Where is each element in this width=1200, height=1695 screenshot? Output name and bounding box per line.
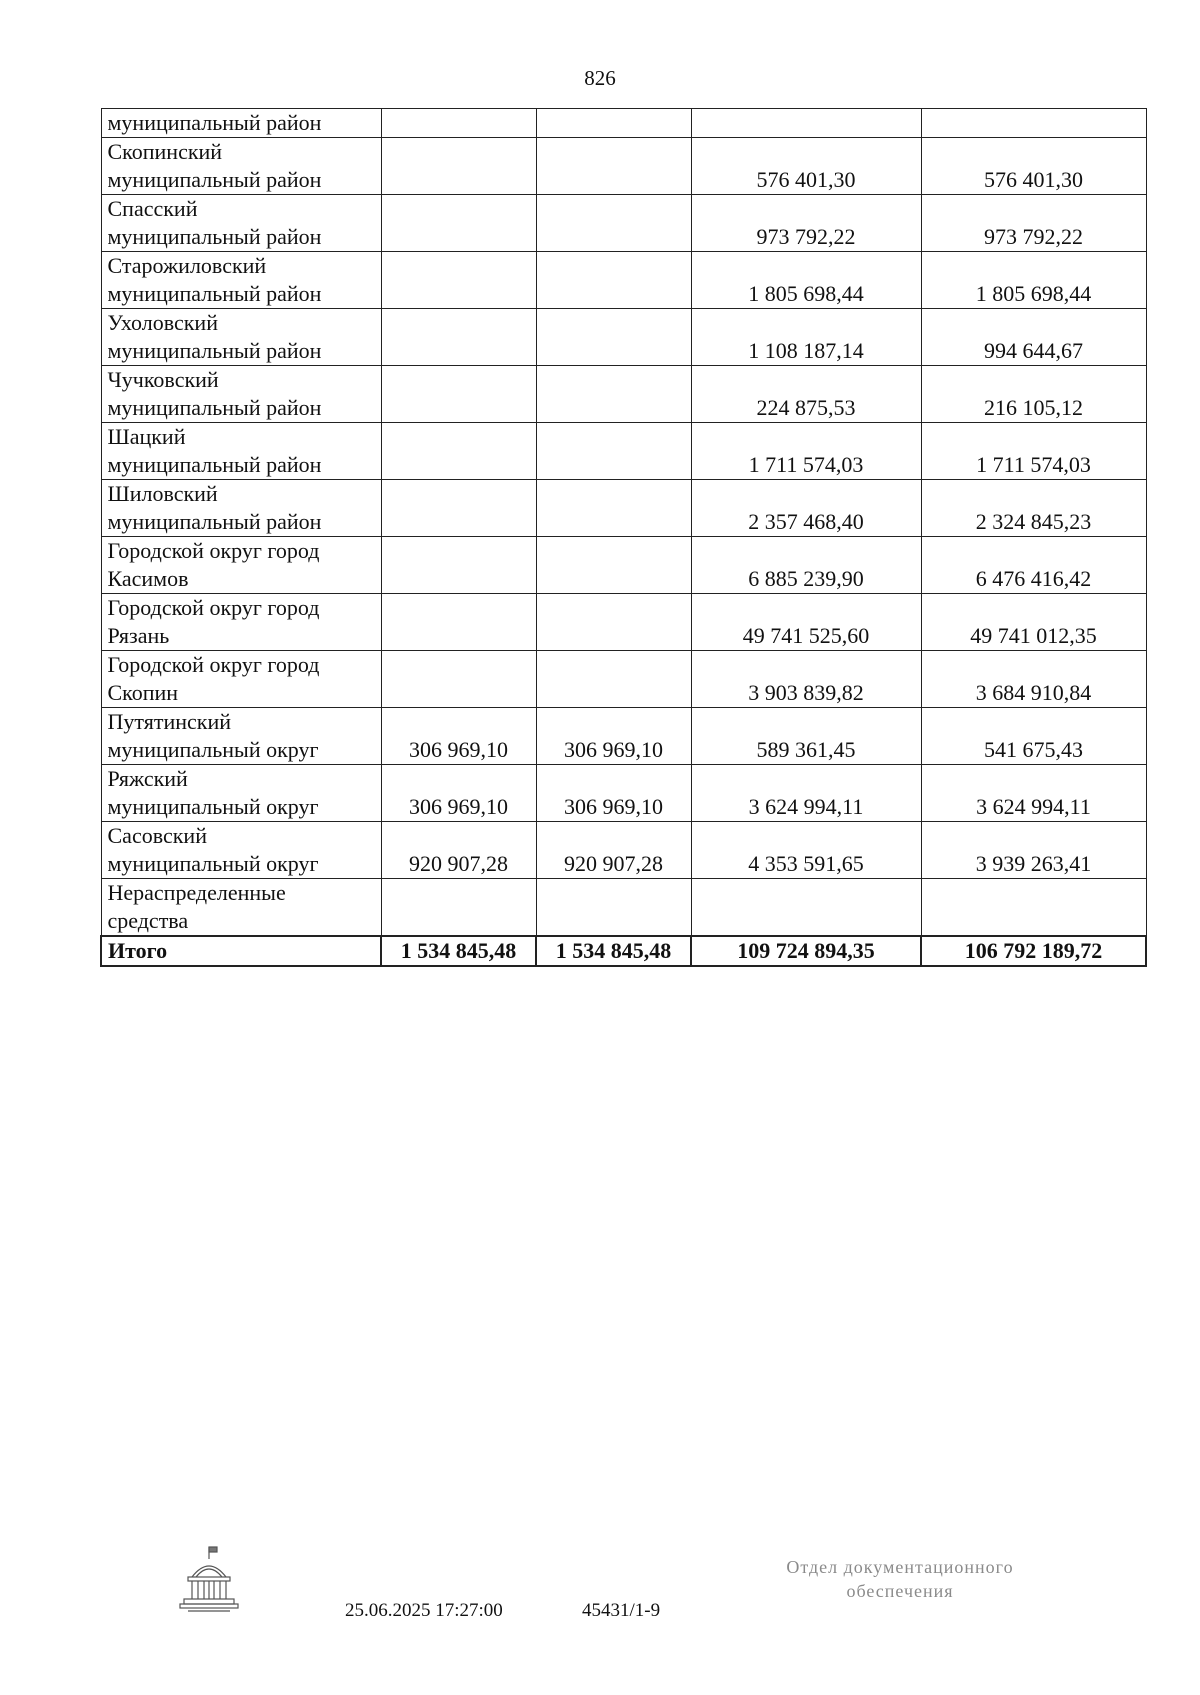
table-row <box>101 537 1146 594</box>
municipality-name-line: Городской округ город <box>107 652 320 677</box>
amount-cell-c1 <box>381 651 536 708</box>
amount-cell-c4: 994 644,67 <box>921 309 1146 366</box>
municipality-name-line: Шацкий <box>107 424 186 449</box>
municipality-name-line: Городской округ город <box>107 595 320 620</box>
total-label: Итого <box>101 936 381 966</box>
municipality-name-cell <box>101 822 381 879</box>
duma-building-stamp-icon <box>178 1545 240 1615</box>
municipality-name-cell <box>101 195 381 252</box>
municipality-name-line: Ряжский <box>107 766 188 791</box>
amount-cell-c3: 4 353 591,65 <box>691 822 921 879</box>
amount-cell-c4: 1 805 698,44 <box>921 252 1146 309</box>
municipality-name-line: средства <box>107 908 189 933</box>
amount-cell-c2 <box>536 366 691 423</box>
table-row <box>101 651 1146 708</box>
amount-cell-c2 <box>536 252 691 309</box>
amount-cell-c4: 1 711 574,03 <box>921 423 1146 480</box>
municipality-name-cell <box>101 708 381 765</box>
municipality-name-line: муниципальный округ <box>107 737 319 762</box>
municipality-name-line: муниципальный округ <box>107 851 319 876</box>
amount-cell-c2 <box>536 195 691 252</box>
municipality-name-cell <box>101 366 381 423</box>
amount-cell-c4: 3 684 910,84 <box>921 651 1146 708</box>
amount-cell-c2 <box>536 879 691 937</box>
municipality-name-line: Шиловский <box>107 481 218 506</box>
municipality-name-line: Нераспределенные <box>107 880 286 905</box>
municipality-name-line: муниципальный район <box>107 338 322 363</box>
table-row <box>101 252 1146 309</box>
table-row <box>101 309 1146 366</box>
amount-cell-c4: 2 324 845,23 <box>921 480 1146 537</box>
table-row <box>101 765 1146 822</box>
municipality-name-line: Городской округ город <box>107 538 320 563</box>
total-amount-c4: 106 792 189,72 <box>921 936 1146 966</box>
municipality-name-line: муниципальный район <box>107 509 322 534</box>
table-row <box>101 366 1146 423</box>
amount-cell-c2 <box>536 537 691 594</box>
amount-cell-c1 <box>381 594 536 651</box>
footer-reg-number: 45431/1-9 <box>582 1600 661 1621</box>
amount-cell-c4: 6 476 416,42 <box>921 537 1146 594</box>
budget-table <box>100 108 1147 967</box>
municipality-name-line: Спасский <box>107 196 198 221</box>
amount-cell-c1 <box>381 366 536 423</box>
municipality-name-cell <box>101 879 381 937</box>
amount-cell-c4: 216 105,12 <box>921 366 1146 423</box>
total-row <box>101 936 1146 966</box>
municipality-name-line: Скопинский <box>107 139 223 164</box>
amount-cell-c1 <box>381 879 536 937</box>
municipality-name-cell <box>101 309 381 366</box>
amount-cell-c2 <box>536 309 691 366</box>
amount-cell-c2 <box>536 594 691 651</box>
municipality-name-line: муниципальный район <box>107 167 322 192</box>
amount-cell-c3: 973 792,22 <box>691 195 921 252</box>
municipality-name-line: Ухоловский <box>107 310 218 335</box>
amount-cell-c3: 1 805 698,44 <box>691 252 921 309</box>
municipality-name-cell <box>101 651 381 708</box>
municipality-name-cell <box>101 109 381 138</box>
amount-cell-c3: 589 361,45 <box>691 708 921 765</box>
municipality-name-line: Путятинский <box>107 709 231 734</box>
amount-cell-c1 <box>381 195 536 252</box>
table-row <box>101 594 1146 651</box>
amount-cell-c1 <box>381 423 536 480</box>
municipality-name-line: Касимов <box>107 566 189 591</box>
amount-cell-c1 <box>381 138 536 195</box>
total-amount-c2: 1 534 845,48 <box>536 936 691 966</box>
municipality-name-line: Скопин <box>107 680 179 705</box>
table-row <box>101 138 1146 195</box>
amount-cell-c3: 1 711 574,03 <box>691 423 921 480</box>
amount-cell-c3: 3 624 994,11 <box>691 765 921 822</box>
amount-cell-c2 <box>536 109 691 138</box>
municipality-name-line: Рязань <box>107 623 170 648</box>
municipality-name-cell <box>101 480 381 537</box>
amount-cell-c3: 2 357 468,40 <box>691 480 921 537</box>
municipality-name-line: Сасовский <box>107 823 207 848</box>
amount-cell-c4: 541 675,43 <box>921 708 1146 765</box>
amount-cell-c3: 6 885 239,90 <box>691 537 921 594</box>
amount-cell-c4: 973 792,22 <box>921 195 1146 252</box>
amount-cell-c2: 306 969,10 <box>536 765 691 822</box>
table-row <box>101 480 1146 537</box>
amount-cell-c4: 576 401,30 <box>921 138 1146 195</box>
municipality-name-cell <box>101 138 381 195</box>
table-row <box>101 708 1146 765</box>
amount-cell-c3: 49 741 525,60 <box>691 594 921 651</box>
amount-cell-c4: 3 624 994,11 <box>921 765 1146 822</box>
amount-cell-c1 <box>381 537 536 594</box>
municipality-name-line: муниципальный район <box>107 224 322 249</box>
footer-datetime: 25.06.2025 17:27:00 <box>345 1600 503 1621</box>
municipality-name-line: Старожиловский <box>107 253 267 278</box>
page-number: 826 <box>584 66 616 90</box>
amount-cell-c4 <box>921 109 1146 138</box>
amount-cell-c2: 306 969,10 <box>536 708 691 765</box>
amount-cell-c1: 306 969,10 <box>381 765 536 822</box>
amount-cell-c1 <box>381 480 536 537</box>
municipality-name-line: муниципальный район <box>107 110 322 135</box>
dept-stamp-line2: обеспечения <box>846 1581 954 1601</box>
amount-cell-c4: 49 741 012,35 <box>921 594 1146 651</box>
municipality-name-cell <box>101 594 381 651</box>
total-amount-c3: 109 724 894,35 <box>691 936 921 966</box>
dept-stamp-line1: Отдел документационного <box>786 1557 1014 1577</box>
table-body <box>101 109 1146 967</box>
amount-cell-c3: 576 401,30 <box>691 138 921 195</box>
table-row <box>101 822 1146 879</box>
municipality-name-cell <box>101 765 381 822</box>
amount-cell-c1 <box>381 109 536 138</box>
table-row <box>101 423 1146 480</box>
amount-cell-c3: 1 108 187,14 <box>691 309 921 366</box>
amount-cell-c3 <box>691 879 921 937</box>
municipality-name-cell <box>101 537 381 594</box>
amount-cell-c3: 224 875,53 <box>691 366 921 423</box>
amount-cell-c1: 920 907,28 <box>381 822 536 879</box>
municipality-name-cell <box>101 252 381 309</box>
municipality-name-cell <box>101 423 381 480</box>
municipality-name-line: муниципальный округ <box>107 794 319 819</box>
total-amount-c1: 1 534 845,48 <box>381 936 536 966</box>
municipality-name-line: Чучковский <box>107 367 219 392</box>
table-row <box>101 109 1146 138</box>
amount-cell-c2: 920 907,28 <box>536 822 691 879</box>
amount-cell-c1 <box>381 309 536 366</box>
amount-cell-c2 <box>536 480 691 537</box>
amount-cell-c4 <box>921 879 1146 937</box>
amount-cell-c1 <box>381 252 536 309</box>
municipality-name-line: муниципальный район <box>107 452 322 477</box>
amount-cell-c1: 306 969,10 <box>381 708 536 765</box>
amount-cell-c2 <box>536 423 691 480</box>
municipality-name-line: муниципальный район <box>107 395 322 420</box>
table-row <box>101 879 1146 937</box>
amount-cell-c2 <box>536 138 691 195</box>
table-row <box>101 195 1146 252</box>
amount-cell-c2 <box>536 651 691 708</box>
municipality-name-line: муниципальный район <box>107 281 322 306</box>
amount-cell-c4: 3 939 263,41 <box>921 822 1146 879</box>
amount-cell-c3: 3 903 839,82 <box>691 651 921 708</box>
department-stamp <box>750 1555 1050 1603</box>
amount-cell-c3 <box>691 109 921 138</box>
